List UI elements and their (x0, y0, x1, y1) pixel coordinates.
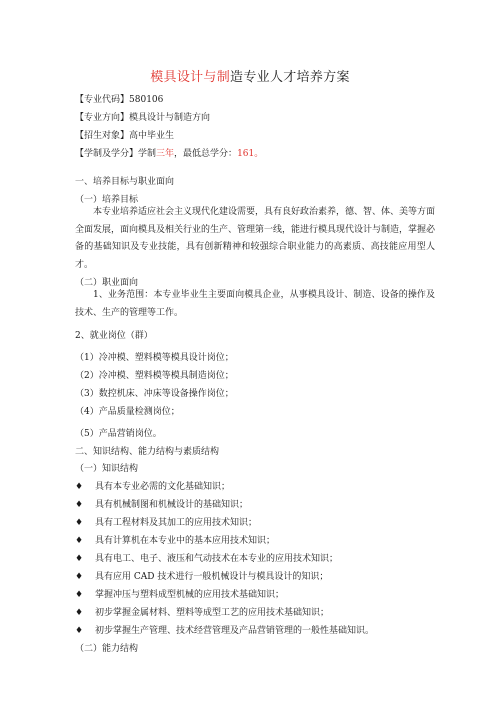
knowledge-text: 具有应用 CAD 技术进行一般机械设计与模具设计的知识； (95, 572, 329, 582)
field-major-code (75, 94, 163, 106)
job-item: （3）数控机床、冲床等设备操作岗位； (75, 389, 234, 399)
knowledge-text: 具有机械制图和机械设计的基础知识； (95, 500, 249, 510)
bullet-icon: ♦ (75, 626, 84, 636)
knowledge-text: 具有电工、电子、液压和气动技术在本专业的应用技术知识； (95, 554, 339, 564)
field-label: 【专业方向】 (75, 113, 130, 123)
bullet-icon: ♦ (75, 572, 84, 582)
knowledge-item (75, 499, 248, 511)
section1-heading: 一、培养目标与职业面向 (75, 177, 175, 187)
study-prefix: 学制 (138, 149, 157, 159)
knowledge-item (75, 517, 257, 529)
section1-sub-career: （二）职业面向 (75, 278, 139, 288)
knowledge-item (75, 535, 275, 547)
knowledge-item (75, 571, 328, 583)
bullet-icon: ♦ (75, 500, 84, 510)
bullet-icon: ♦ (75, 590, 84, 600)
field-value: 580106 (129, 95, 164, 105)
knowledge-text: 掌握冲压与塑料成型机械的应用技术基础知识； (95, 590, 285, 600)
knowledge-text: 具有计算机在本专业中的基本应用技术知识； (95, 536, 276, 546)
knowledge-item (75, 481, 230, 493)
field-label: 【招生对象】 (75, 131, 130, 141)
field-label: 【学制及学分】 (75, 149, 139, 159)
knowledge-text: 具有本专业必需的文化基础知识； (95, 482, 231, 492)
knowledge-text: 初步掌握生产管理、技术经营管理及产品营销管理的一般性基础知识。 (95, 626, 375, 636)
bullet-icon: ♦ (75, 608, 84, 618)
field-enrollment (75, 130, 174, 142)
bullet-icon: ♦ (75, 482, 84, 492)
field-study-credits (75, 148, 263, 160)
knowledge-text: 具有工程材料及其加工的应用技术知识； (95, 518, 258, 528)
scope-paragraph: 1、业务范围：本专业毕业生主要面向模具企业，从事模具设计、制造、设备的操作及技术、生产的管理等工作。 (75, 290, 435, 318)
knowledge-text: 初步掌握金属材料、塑料等成型工艺的应用技术基础知识； (95, 608, 330, 618)
section2-sub-knowledge: （一）知识结构 (75, 464, 139, 474)
title-rest: 造专业人才培养方案 (230, 70, 350, 85)
title-red-part: 模具设计与制 (150, 70, 231, 85)
study-middle: ，最低总学分： (174, 149, 238, 159)
section2-heading: 二、知识结构、能力结构与素质结构 (75, 447, 220, 457)
field-label: 【专业代码】 (75, 95, 130, 105)
bullet-icon: ♦ (75, 554, 84, 564)
field-value: 模具设计与制造方向 (129, 113, 211, 123)
knowledge-item (75, 625, 374, 637)
bullet-icon: ♦ (75, 536, 84, 546)
job-item: （2）冷冲模、塑料模等模具制造岗位； (75, 371, 234, 381)
study-credits: 161 (237, 149, 255, 159)
section2-sub-ability: （二）能力结构 (75, 644, 139, 654)
knowledge-item (75, 607, 329, 619)
job-item: （4）产品质量检测岗位； (75, 407, 180, 417)
field-major-direction (75, 112, 210, 124)
document-title (0, 66, 500, 85)
section1-sub-goals: （一）培养目标 (75, 195, 139, 205)
study-end: 。 (254, 149, 264, 159)
bullet-icon: ♦ (75, 518, 84, 528)
field-value: 高中毕业生 (129, 131, 175, 141)
goal-paragraph: 本专业培养适应社会主义现代化建设需要，具有良好政治素养，德、智、体、美等方面全面发展，面向模具及相关行业的生产、管理第一线，能进行模具现代设计与制造，掌握必备的基础知识及专业技能，具有创新精神和较强综合职业能力的高素质、高技能应用型人才。 (75, 207, 436, 270)
job-item: （1）冷冲模、塑料模等模具设计岗位； (75, 353, 234, 363)
job-item: （5）产品营销岗位。 (75, 429, 162, 439)
jobs-heading: 2、就业岗位（群） (75, 331, 153, 341)
knowledge-item (75, 589, 284, 601)
study-years: 三年 (156, 149, 175, 159)
knowledge-item (75, 553, 338, 565)
